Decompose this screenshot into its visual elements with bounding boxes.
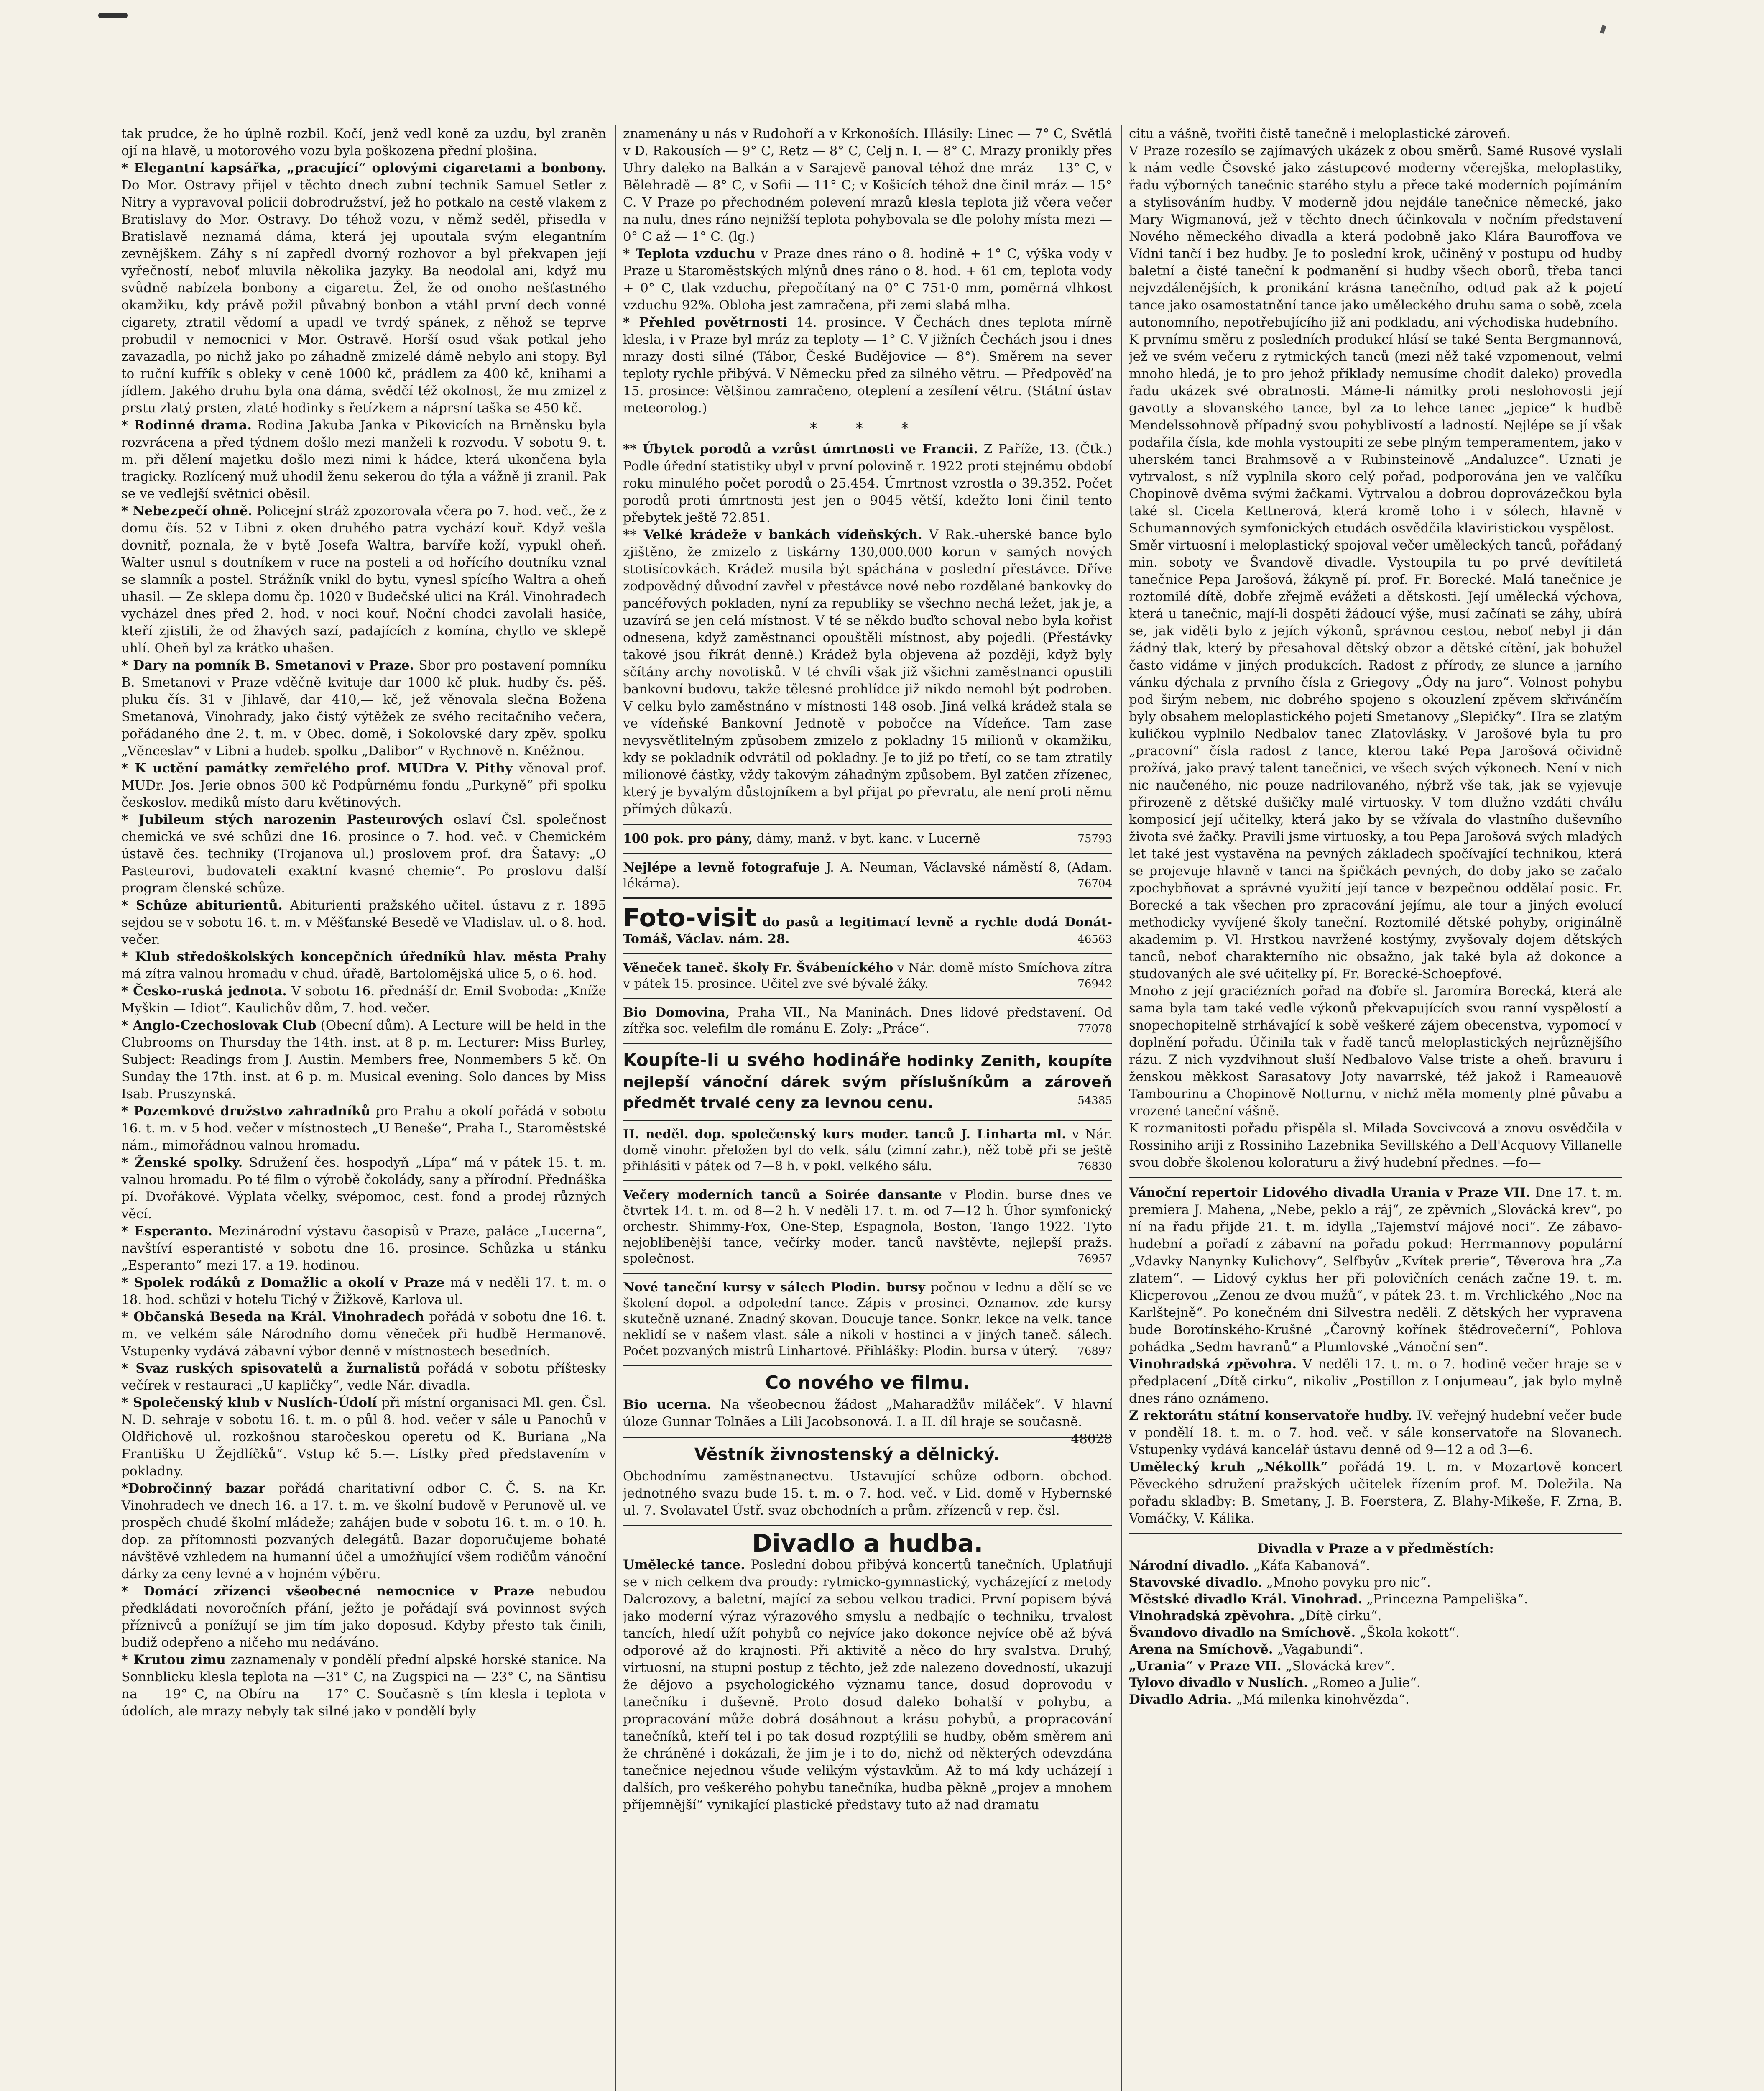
column-3 (1129, 125, 1622, 2091)
theatre-name: Tylovo divadlo v Nuslích. (1129, 1675, 1308, 1690)
ad-code: 48028 (1071, 1431, 1112, 1447)
print-speck (1600, 25, 1606, 34)
article-body: 14. prosince. V Čechách dnes teplota mírně klesla, i v Praze byl mráz za teploty — 1° C. V jižních Čechách jsou i dnes mrazy dosti silné (Tábor, České Budějovice — 8°). Směrem na sever teploty rychle přibývá. V Německu před za silného větru. — Předpověď na 15. prosince: Většinou zamračeno, oteplení a zesílení větru. (Státní ústav meteorolog.) (623, 315, 1112, 416)
article-body: V Praze rozesílo se zajímavých ukázek z obou směrů. Samé Rusové vyslali k nám vedle Čsovské jako zástupcové moderny včerejška, meloplastiky, řadu výborných tanečnic starého stylu a přece také moderních pojímáním a stylisováním hudby. V moderně jdou nejdále tanečnice německé, jako Mary Wigmanová, jež v těchto dnech účinkovala v nočním představení Nového německého divadla a která podobně jako Klára Bauroffova ve Vídni tančí i bez hudby. Je to poslední krok, učiněný v postupu od hudby baletní a čisté taneční k podmanění si hudby všech oborů, třeba tanci nejvzdálenějších, k pronikání krásna tanečního, odtud pak až k pojetí tance jako osamostatnění tance jako uměleckého druhu sama o sobě, zcela autonomního, nepotřebujícího již ani podkladu, ani východiska hudebního. (1129, 143, 1622, 330)
ad-text: v Nár. domě místo Smíchova zítra v pátek 15. prosince. Učitel zve své bývalé žáky. (623, 961, 1112, 991)
news-article (1129, 1120, 1622, 1171)
divider-rule (623, 998, 1112, 999)
article-heading: Vinohradská zpěvohra. (1129, 1357, 1297, 1372)
article-body: V neděli 17. t. m. o 7. hodině večer hraje se v předplacení „Dítě cirku“, nikoliv „Postillon z Lonjumeau“, jak bylo mylně dnes ráno oznámeno. (1129, 1357, 1622, 1406)
news-article (121, 948, 606, 983)
article-heading: ** Úbytek porodů a vzrůst úmrtnosti ve Francii. (623, 442, 978, 457)
ad-code: 77078 (1077, 1022, 1112, 1035)
article-body: V sobotu 16. přednáší dr. Emil Svoboda: „Kníže Myškin — Idiot“. Kaulichův dům, 7. hod. večer. (121, 984, 606, 1016)
article-heading: * Česko-ruská jednota. (121, 984, 287, 999)
article-body: Sbor pro postavení pomníku B. Smetanovi v Praze vděčně kvituje dar 1000 kč pluk. hudby čs. pěš. pluku čís. 31 v Jihlavě, dar 410,— kč, jež věnovala slečna Božena Smetanová, Vinohrady, jako čistý výtěžek ze svého recitačního večera, pořádaného dne 2. t. m. v Obec. domě, i Sokolovské dary zpěv. spolku „Vĕnceslav“ v Libni a hudeb. spolku „Dalibor“ v Rychnově n. Kněžnou. (121, 658, 606, 759)
article-heading: * Klub středoškolských koncepčních úředníků hlav. města Prahy (121, 949, 606, 964)
article-body: pořádá charitativní odbor C. Č. S. na Kr. Vinohradech ve dnech 16. a 17. t. m. ve školní budově v Perunově ul. ve prospěch chudé školní mládeže; zahájen bude v sobotu 16. t. m. o 10. h. dop. za přítomnosti pozvaných delegátů. Bazar doporučujeme bohaté návštěvě vzhledem na humanní účel a umožňující všem rodičům vánoční dárky za ceny levné a v hojném výběru. (121, 1481, 606, 1582)
theatre-listing-row (1129, 1641, 1622, 1658)
article-body: pořádá v sobotu příštesky večírek v restauraci „U kapličky“, vedle Nár. divadla. (121, 1361, 606, 1393)
article-body: Na všeobecnou žádost „Maharadžův miláček“. V hlavní úloze Gunnar Tolnães a Lili Jacobsonová. I. a II. díl hraje se současně. (623, 1397, 1112, 1429)
ad-text: počnou v lednu a dělí se ve školení dopol. a odpolední tance. Zápis v prosinci. Oznamov. zde kursy skutečně uznané. Znadný skovan. Doucuje tance. Sonkr. lekce na velk. tance neklidí se v našem vlast. sále a nikoli v hostinci a v jiných taneč. sálech. Počet pozvaných mistrů Linhartové. Přihlášky: Plodin. bursa v úterý. (623, 1280, 1112, 1358)
theatre-music-section-title: Divadlo a hudba. (752, 1529, 983, 1557)
news-article (121, 1309, 606, 1360)
news-article (1129, 983, 1622, 1120)
article-body: pořádá v sobotu dne 16. t. m. ve velkém sále Národního domu věneček při hudbě Hermanově. Vstupenky vydává zábavní výbor denně v místnostech besedních. (121, 1309, 606, 1359)
news-article (623, 527, 1112, 818)
article-heading: *Dobročinný bazar (121, 1481, 265, 1496)
news-article (1129, 1407, 1622, 1459)
film-article (623, 1396, 1112, 1447)
news-article (1129, 1184, 1622, 1356)
article-heading: * Svaz ruských spisovatelů a žurnalistů (121, 1361, 420, 1376)
ad-text: v Plodin. burse dnes ve čtvrtek 14. t. m. od 8—2 h. V neděli 17. t. m. od 7—12 h. Úhor symfonický orchestr. Shimmy-Fox, One-Step, Espagnola, Boston, Tango 1922. Tyto nejoblíbenější tance, večírky moder. tanců navštěvte, nejlepší pražs. společnost. (623, 1188, 1112, 1266)
ad-title: Nové taneční kursy v sálech Plodin. bursy (623, 1280, 925, 1295)
article-body: tak prudce, že ho úplně rozbil. Kočí, jenž vedl koně za uzdu, byl zraněn ojí na hlavě, u motorového vozu byla poškozena přední plošina. (121, 126, 606, 158)
ad-text: Praha VII., Na Maninách. Dnes lidové představení. Od zítřka soc. velefilm dle románu E. Zoly: „Práce“. (623, 1005, 1112, 1036)
column-3-review-articles (1129, 125, 1622, 1171)
column-divider (1121, 125, 1122, 2091)
article-heading: * Esperanto. (121, 1224, 212, 1239)
column-2-news-articles (623, 441, 1112, 818)
ad-title: Věneček taneč. školy Fr. Švábeníckého (623, 961, 893, 975)
divider-rule (623, 897, 1112, 899)
article-heading: * Anglo-Czechoslovak Club (121, 1018, 317, 1033)
article-body: citu a vášně, tvořiti čistě tanečně i meloplastické zároveň. (1129, 126, 1511, 141)
ad-code: 75793 (1077, 833, 1112, 845)
vestnik-article (623, 1468, 1112, 1519)
article-body: má zítra valnou hromadu v chud. úřadě, Bartolomějská ulice 5, o 6. hod. (121, 966, 597, 982)
theatre-listing (1129, 1557, 1622, 1708)
article-body: Mnoho z její graciézních pořad na ďobře sl. Jaromíra Borecká, která ale sama byla tam také vedle výkonů překvapujících svou ranní vyspělostí a snopechopitelně strhávající k sobě veškeré zájem obecenstva, vypomocí v doplnění pořadu. Účinila tak v řadě tanců meloplastických nejrůznějšího rázu. Z nich vyzdvihnout sluší Nedbalovo Valse triste a oheň. bravuru i ženskou měkkost Sarasatovy Joty navarrské, též jakož i Rameauově Tambourinu a Chopinově Notturnu, v nichž měla momenty plné půvabu a vrozené taneční vášně. (1129, 984, 1622, 1119)
article-body: K rozmanitosti pořadu přispěla sl. Milada Sovcivcová a znovu osvědčila v Rossiniho ariji z Rossiniho Lazebnika Sevillského a Dell'Acquovy Villanelle svou dobře školenou koloraturu a živý hudební přednes. —fo— (1129, 1121, 1622, 1170)
article-heading: * Dary na pomník B. Smetanovi v Praze. (121, 658, 414, 673)
ad-title: Foto-visit (623, 903, 757, 933)
column-2-weather-articles (623, 125, 1112, 417)
news-article (121, 657, 606, 760)
classified-ad (623, 831, 1112, 847)
divider-rule (623, 1120, 1112, 1121)
classified-ad (623, 1187, 1112, 1267)
news-article (623, 314, 1112, 417)
news-article (121, 1274, 606, 1309)
news-article (121, 1394, 606, 1480)
news-article (1129, 143, 1622, 331)
article-body: má v neděli 17. t. m. o 18. hod. schůzi v hotelu Tichý v Žižkově, Karlova ul. (121, 1275, 606, 1307)
news-article (1129, 1459, 1622, 1527)
ad-code: 76897 (1077, 1345, 1112, 1357)
classified-ad (623, 1280, 1112, 1359)
article-heading: * Přehled povětrnosti (623, 315, 788, 330)
theatre-name: Stavovské divadlo. (1129, 1575, 1262, 1590)
news-article (121, 160, 606, 417)
theatre-name: Vinohradská zpěvohra. (1129, 1608, 1295, 1623)
article-heading: Vánoční repertoir Lidového divadla Urania v Praze VII. (1129, 1185, 1531, 1200)
play-title: „Má milenka kinohvězda“. (1236, 1692, 1409, 1707)
news-article (121, 1583, 606, 1651)
news-article (121, 1103, 606, 1154)
article-heading: * Domácí zřízenci všeobecné nemocnice v Praze (121, 1584, 534, 1599)
divider-rule (623, 1525, 1112, 1526)
article-heading: Bio ucerna. (623, 1397, 712, 1412)
article-body: věnoval prof. MUDr. Jos. Jerie obnos 500 kč Podpůrnému fondu „Purkyně“ při spolku českoslov. mediků místo daru květinových. (121, 761, 606, 810)
article-heading: * Elegantní kapsářka, „pracující“ oplovými cigaretami a bonbony. (121, 161, 606, 176)
theatre-name: Arena na Smíchově. (1129, 1642, 1273, 1657)
theatre-listing-row (1129, 1658, 1622, 1674)
article-heading: * Jubileum stých narozenin Pasteurových (121, 812, 444, 827)
news-article (121, 897, 606, 948)
theatre-listing-row (1129, 1624, 1622, 1641)
ad-text: hodinky Zenith, koupíte nejlepší vánoční dárek svým příslušníkům a zároveň předmět trvalé ceny za levnou cenu. (623, 1053, 1112, 1112)
article-heading: * Rodinné drama. (121, 418, 252, 433)
article-body: Poslední dobou přibývá koncertů tanečních. Uplatňují se v nich celkem dva proudy: rytmicko-gymnastický, vycházející z metody Dalcrozovy, a baletní, mající za sebou velkou tradici. První popisem bývá jako moderní výraz výrazového smyslu a nedbajíc o techniku, trvalost tancích, hledí užít pohybů co nejvíce jako dokonce nejvíce obě až bývá odporové až do krajnosti. Při aktivitě a něco do hry svalstva. Druhý, virtuosní, na stupni postup z těchto, jež zde nalezeno dovedností, ukazují že dějovo a psychologického významu tance, dosud doprovodu v tanečníku i duševně. Proto dosud daleko bohatší v pohybu, a propracování může dobrá dosáhnout a krásu pohybů, a propracování tanečníků, kteří tel i po tak dosud rozptýlili se hudby, oběm směrem ani že chráněné i dokázali, že jim je i to do, nichž od některých odevzdána tanečnice nejednou všude velikým výstavkům. Až to má kdy ucházejí i dalších, pro veškerého pohybu tanečníka, hudba pěkně „projev a mnohem příjemnější“ vynikající plastické představy tuto až nad dramatu (623, 1557, 1112, 1812)
article-body: Obchodnímu zaměstnanectvu. Ustavující schůze odborn. obchod. jednotného svazu bude 15. t. m. o 7. hod. več. v Lid. domě v Hybernské ul. 7. Svolavatel Ústř. svaz obchodních a prům. zřízenců v rep. čsl. (623, 1469, 1112, 1518)
play-title: „Slovácká krev“. (1285, 1659, 1395, 1674)
ad-text: do pasů a legitimací levně a rychle dodá Donát-Tomáš, Václav. nám. 28. (623, 915, 1112, 946)
article-body: Z Paříže, 13. (Čtk.) Podle úřední statistiky ubyl v první polovině r. 1922 proti stejnému období roku minulého počet porodů o 25.454. Úmrtnost vzrostla o 39.352. Počet porodů proti úmrtnosti jest jen o 9045 větší, kdežto loni činil tento přebytek ještě 72.851. (623, 442, 1112, 525)
theatre-listing-row (1129, 1608, 1622, 1624)
article-body: znamenány u nás v Rudohoří a v Krkonoších. Hlásily: Linec — 7° C, Světlá v D. Rakousích — 9° C, Retz — 8° C, Celj n. I. — 8° C. Mrazy pronikly přes Uhry daleko na Balkán a v Sarajevě panoval téhož dne mráz — 13° C, v Bělehradě — 8° C, v Sofii — 11° C; v Košicích téhož dne činil mráz — 15° C. V Praze po přechodném polevení mrazů klesla teplota již včera večer na nulu, dnes ráno nejnižší teplota pohybovala se dle polohy místa mezi — 0° C až — 1° C. (lg.) (623, 126, 1112, 244)
column-1 (121, 125, 606, 2091)
column-3-announcements (1129, 1184, 1622, 1527)
article-body: při místní organisaci Ml. gen. Čsl. N. D. sehraje v sobotu 16. t. m. o půl 8. hod. večer v sále u Panochů v Oldřichově ul. rozkošnou staročeskou operetu od K. Buriana „Na Františku U Žejdlíčků“. Vstup kč 5.—. Lístky před představením v pokladny. (121, 1395, 606, 1479)
theatre-listing-row (1129, 1591, 1622, 1608)
theatre-name: Divadlo Adria. (1129, 1692, 1232, 1707)
article-body: Mezinárodní výstavu časopisů v Praze, paláce „Lucerna“, navštíví esperantisté v sobotu dne 16. prosince. Schůzka u stánku „Esperanto“ mezi 17. a 19. hodinou. (121, 1224, 606, 1273)
divider-rule (623, 1180, 1112, 1181)
play-title: „Dítě cirku“. (1299, 1608, 1382, 1623)
news-article (121, 1223, 606, 1274)
ad-code: 46563 (1077, 933, 1112, 946)
article-body: Směr virtuosní i meloplastický spojoval večer uměleckých tanců, pořádaný min. soboty ve Švandově divadle. Vystoupila tu po prvé devítiletá tanečnice Pepa Jarošová, žákyně pí. prof. Fr. Borecké. Malá tanečnice je roztomilé dítě, dobře zřejmě evážeti a dětskosti. Její umělecká výchova, která u tanečnic, mají-li dospěti žádoucí výše, musí začínati se záhy, ubírá se, jak viděti bylo z jejích výkonů, správnou cestou, neboť nebyl ji dán žádný tlak, který by přesahoval dětský obzor a dětské cítění, jak bohužel často vidáme v jiných produkcích. Radost z přírody, ze slunce a jarního vánku dýchala z prvního čísla z Griegovy „Ódy na jaro“. Volnost pohybu pod širým nebem, nic dobrého spojeno s okouzlení zpěvem skřivánčím byly obsahem meloplastického pojetí Smetanovy „Slepičky“. Hra se zlatým kuličkou vyplnilo Nedbalov tanec Zlatovlásky. V Jarošové byla tu pro „pracovní“ čísla radost z tance, kterou také Pepa Jarošová očividně prožívá, jako pravý talent tanečnici, ve všech svých výkonech. Není v nich nic naučeného, nic pouze nadrilovaného, nýbrž vše tak, jak se vyjevuje přirozeně z dětské dušičky malé virtuosky. V tom dlužno vzdáti chválu komposicí její učitelky, která jako by se vžívala do vlastního duševního života své žačky. Pravili jsme virtuosky, a tou Pepa Jarošová svých mladých let také jest vystavěna na pevných základech spočívající technikou, která se projevuje hlavně v tanci na špičkách pevných, do doby jako se začalo zpochybňovat a správné využití její tance v bezpečnou oddělaí posic. Fr. Borecké a tak všechen pro zpracování jejímu, ale tour a jiných evolucí methodicky vyvíjené školy taneční. Roztomilé dětské pohyby, originálně akademim p. Vl. Hrstkou navržené kostýmy, zvyšovaly dojem dětských tanců, neboť charakterního nic obsažno, jak také byla až dokonce a studovaných ale své učitelky pí. Fr. Borecké-Schoepfové. (1129, 538, 1622, 982)
article-heading: * Spolek rodáků z Domažlic a okolí v Praze (121, 1275, 445, 1290)
article-body: Do Mor. Ostravy přijel v těchto dnech zubní technik Samuel Setler z Nitry a vypravoval policii dobrodružství, jež ho potkalo na cestě vlakem z Bratislavy do Mor. Ostravy. Do téhož vozu, v němž seděl, přisedla v Bratislavě neznamá dáma, která jej upoutala svým elegantním zevnějškem. Záhy s ní zapředl dvorný rozhovor a byl překvapen její vyřečností, neboť mluvila několika jazyky. Ba neodolal ani, když mu svůdně nabízela bonbony a cigaretu. Žel, že od onoho nešťastného okamžiku, kdy právě požil půvabný bonbon a vtáhl první dech vonné cigarety, ztratil vědomí a upadl ve tvrdý spánek, z něhož se teprve probudil v nemocnici v Mor. Ostravě. Horší osud však potkal jeho zavazadla, po nichž jako po záhadně zmizelé dámě nebylo ani stopy. Byl to ruční kufřík s obleky v ceně 1000 kč, prádlem za 400 kč, knihami a jídlem. Jakého druhu byla ona dáma, svědčí též okolnost, že mu zmizel z prstu zlatý prsten, zlaté hodinky s řetízkem a náprsní taška se 450 kč. (121, 178, 606, 416)
classified-ad (623, 860, 1112, 892)
news-article (121, 417, 606, 503)
ad-title: Bio Domovina, (623, 1005, 730, 1020)
ad-title: 100 pok. pro pány, (623, 831, 753, 846)
divider-rule (623, 853, 1112, 854)
classified-ad (623, 1050, 1112, 1114)
theatre-listing-row (1129, 1574, 1622, 1591)
vestnik-section-title: Věstník živnostenský a dělnický. (694, 1445, 1000, 1464)
ad-text: dámy, manž. v byt. kanc. v Lucerně (756, 831, 980, 846)
article-heading: Umělecké tance. (623, 1557, 745, 1572)
film-section-title: Co nového ve filmu. (765, 1372, 970, 1393)
ad-code: 76942 (1077, 978, 1112, 990)
news-article (1129, 125, 1622, 143)
column-2 (623, 125, 1112, 2091)
article-heading: Umělecký kruh „Nékollk“ (1129, 1460, 1328, 1475)
article-heading: * Pozemkové družstvo zahradníků (121, 1104, 370, 1119)
play-title: „Vagabundi“. (1277, 1642, 1363, 1657)
article-heading: ** Velké krádeže v bankách vídeňských. (623, 527, 922, 542)
divider-rule (1129, 1533, 1622, 1534)
news-article (121, 503, 606, 657)
article-body: K prvnímu směru z posledních produkcí hlásí se také Senta Bergmannová, jež ve svém večeru z rytmických tanců (mezi něž také vzpomenout, velmi mnoho hledá, je to pro jehož příklady nemusíme chodit daleko) provedla řadu ukázek své obratnosti. Máme-li námitky proti neslohovosti její gavotty a slovanského tance, byl za to lehce tanec „jepice“ k hudbě Mendelssohnově případný svou pohyblivostí a ladností. Nejlépe se jí však podařila čísla, kde mohla vystoupiti ze sebe plným temperamentem, jako v uherském tanci Brahmsově a v Rubinsteinově „Andaluzce“. Uznati je vytrvalost, s níž vyplnila skoro celý pořad, podporována jen ve valčíku Chopinově dvěma svými žačkami. Vytrvalou a dobrou doprovázečkou byla také sl. Cicela Kettnerová, která kromě toho i v sólech, hlavně v Schumannových symfonických etudách osvědčila klaviristickou vyspělost. (1129, 332, 1622, 536)
play-title: „Škola kokott“. (1360, 1625, 1460, 1640)
ad-title: Večery moderních tanců a Soirée dansante (623, 1188, 942, 1202)
article-heading: * Společenský klub v Nuslích-Údolí (121, 1395, 377, 1410)
classified-ad (623, 1005, 1112, 1037)
news-article (121, 983, 606, 1017)
theatre-listing-title: Divadla v Praze a v předměstích: (1257, 1541, 1494, 1556)
ad-code: 76957 (1077, 1253, 1112, 1265)
play-title: „Romeo a Julie“. (1312, 1675, 1421, 1690)
article-heading: * Teplota vzduchu (623, 246, 756, 261)
ad-code: 54385 (1077, 1094, 1112, 1107)
article-body: oslaví Čsl. společnost chemická ve své schůzi dne 16. prosince o 7. hod. več. v Chemickém ústavě čes. techniky (Trojanova ul.) proslovem prof. dra Šatavy: „O Pasteurovi, budovateli exaktní kvasné chemie“. Po proslovu další program členské schůze. (121, 812, 606, 896)
news-article (121, 1651, 606, 1720)
article-body: Rodina Jakuba Janka v Pikovicích na Brněnsku byla rozvrácena a před týdnem došlo mezi manželi k rozvodu. V sobotu 9. t. m. při dělení majetku došlo mezi nimi k hádce, která ukončena byla tragicky. Rozlícený muž uhodil ženu sekerou do týla a vážně ji zranil. Pak se ve vedlejší světnici oběsil. (121, 418, 606, 501)
article-body: Dne 17. t. m. premiera J. Mahena, „Nebe, peklo a ráj“, ze zpěvních „Slovácká krev“, po ní na řadu přijde 21. t. m. idylla „Tajemství májové noci“. Ze zábavo-hudební a pořadí z zábavní na pořadu pokud: Herrmannovy populární „Vdavky Nanynky Kulichovy“, Selfbyův „Kvítek prerie“, Těverova hra „Za zlatem“. — Lidový cyklus her při polovičních cenách začne 19. t. m. Klicperovou „Zenou ze dvou mužů“, v pátek 23. t. m. Vrchlického „Noc na Karlštejně“. Po konečném dni Silvestra neděli. Z dětských her vypravena bude Borotínského-Krušné „Čarovný kořínek štědrovečerní“, Pohlova pohádka „Sedm havranů“ a Plumlovské „Vánoční sen“. (1129, 1185, 1622, 1355)
article-body: Policejní stráž zpozorovala včera po 7. hod. več., že z domu čís. 52 v Libni z oken druhého patra vychází kouř. Když vešla dovnitř, poznala, že v bytě Josefa Waltra, barvíře koží, vypukl oheň. Walter usnul s doutníkem v ruce na posteli a od hořícího doutníku vznal se slamník a postel. Strážník vnikl do bytu, vynesl spícího Waltra a oheň uhasil. — Ze sklepa domu čp. 1020 v Budečské ulici na Král. Vinohradech vycházel dnes před 2. hod. v noci kouř. Noční chodci zavolali hasiče, kteří zjistili, že od žhavých sazí, padajících z komína, chytlo ve sklepě uhlí. Oheň byl za krátko uhašen. (121, 504, 606, 656)
article-body: pro Prahu a okolí pořádá v sobotu 16. t. m. v 5 hod. večer v místnostech „U Beneše“, Praha I., Staroměstské nám., mimořádnou valnou hromadu. (121, 1104, 606, 1153)
theatre-listing-row (1129, 1691, 1622, 1708)
play-title: „Káťa Kabanová“. (1253, 1558, 1370, 1573)
classified-ad (623, 905, 1112, 947)
article-body: IV. veřejný hudební večer bude v pondělí 18. t. m. o 7. hod. več. v sále konservatoře na Slovanech. Vstupenky vydává kancelář ústavu denně od 9—12 a od 3—6. (1129, 1408, 1622, 1457)
divider-rule (1129, 1177, 1622, 1178)
news-article (1129, 1356, 1622, 1407)
divider-rule (623, 1365, 1112, 1366)
theatre-music-article (623, 1557, 1112, 1814)
news-article (1129, 537, 1622, 983)
article-body: (Obecní dům). A Lecture will be held in the Clubrooms on Thursday the 14th. inst. at 8 p. m. Lecturer: Miss Burley, Subject: Readings from J. Austin. Members free, Nonmembers 5 kč. On Sunday the 17th. inst. at 6 p. m. Musical evening. Solo dances by Miss Isab. Pruszynská. (121, 1018, 606, 1102)
article-heading: Z rektorátu státní konservatoře hudby. (1129, 1408, 1412, 1423)
ad-code: 76704 (1077, 877, 1112, 890)
article-body: V Rak.-uherské bance bylo zjištěno, že zmizelo z tiskárny 130,000.000 korun v samých nových stotisícovkách. Krádež musila být spáchána v poslední přestávce. Dříve zodpovědný důvodní zavřel v přestávce nové nebo rozdělané bankovky do pancéřových pokladen, nyní za republiky se všechno nechá ležet, jak je, a uzavírá se jen celá místnost. V té se někdo buďto schoval nebo byla kořist odnesena, když zaměstnanci opouštěli místnost, aby pojedli. (Přestávky takové jsou říkrát denně.) Krádež byla objevena až později, když byly sčítány archy novotisků. V té chvíli však již všichni zaměstnanci opustili bankovní budovu, takže tělesné prohlídce již nikdo nemohl být podroben. V celku bylo zaměstnáno v místnosti 148 osob. Jiná velká krádež stala se ve vídeňské Bankovní Jednotě v pobočce na Vídeňce. Tam zase nevysvětlitelným způsobem zmizelo z pokladny 15 milionů v okamžiku, kdy se pokladník odvrátil od pokladny. Je to již po třetí, co se tam ztratily milionové částky, vždy takovým záhadným způsobem. Byl zatčen zřízenec, který je byvalým důstojníkem a byl přijat po převratu, ale není proti němu přímých důkazů. (623, 527, 1112, 817)
theatre-name: Švandovo divadlo na Smíchově. (1129, 1625, 1356, 1640)
article-heading: * K uctění památky zemřelého prof. MUDra V. Pithy (121, 761, 513, 776)
theatre-listing-row (1129, 1674, 1622, 1691)
news-article (121, 1017, 606, 1103)
ad-title: II. neděl. dop. společenský kurs moder. tanců J. Linharta ml. (623, 1127, 1066, 1142)
theatre-name: Národní divadlo. (1129, 1558, 1250, 1573)
article-heading: * Nebezpečí ohně. (121, 504, 253, 519)
theatre-name: „Urania“ v Praze VII. (1129, 1659, 1282, 1674)
divider-rule (623, 953, 1112, 954)
article-body: Abiturienti pražského učitel. ústavu z r. 1895 sejdou se v sobotu 16. t. m. v Měšťanské Besedě ve Vladislav. ul. o 8. hod. večer. (121, 898, 606, 947)
print-mark (98, 13, 128, 18)
theatre-listing-row (1129, 1557, 1622, 1574)
news-article (623, 441, 1112, 527)
news-article (121, 760, 606, 811)
classified-ad (623, 1127, 1112, 1174)
article-body: Sdružení čes. hospodyň „Lípa“ má v pátek 15. t. m. valnou hromadu. Po té film o výrobě čokolády, sany a přírodní. Přednáška pí. Dvořákové. Výplata včelky, svépomoc, cest. fond a prodej různých věcí. (121, 1155, 606, 1222)
news-article (121, 1360, 606, 1394)
article-body: zaznamenaly v pondělí přední alpské horské stanice. Na Sonnblicku klesla teplota na —31° C, na Zugspici na — 23° C, na Säntisu na — 19° C, na Obíru na — 17° C. Současně s tím klesla i teplota v údolích, ale mrazy nebyly tak silné jako v pondělí byly (121, 1652, 606, 1719)
divider-rule (623, 824, 1112, 825)
news-article (121, 1154, 606, 1223)
news-article (121, 125, 606, 160)
ad-code: 76830 (1077, 1160, 1112, 1173)
news-article (121, 811, 606, 897)
play-title: „Princezna Pampeliška“. (1366, 1592, 1528, 1607)
article-heading: * Schůze abiturientů. (121, 898, 283, 913)
news-article (623, 125, 1112, 245)
divider-rule (623, 1043, 1112, 1044)
news-article (623, 245, 1112, 314)
divider-rule (623, 1273, 1112, 1274)
article-heading: * Ženské spolky. (121, 1155, 243, 1170)
divider-rule (623, 1437, 1112, 1438)
section-stars: * * * (809, 420, 926, 437)
ad-title: Nejlépe a levně fotografuje (623, 860, 820, 875)
ad-text: v Nár. domě vinohr. přeložen byl do velk. sálu (zimní zahr.), něž tobě při se ještě přihlásiti v pátek od 7—8 h. v pokl. velkého sálu. (623, 1127, 1112, 1173)
news-article (121, 1480, 606, 1583)
article-body: nebudou předkládati novoročních přání, ježto je pořádají svá povinnost svých příznivců a ponížují se jim tím jako doposud. Kdyby přesto tak činili, budiž odepřeno a ničeho mu nedáváno. (121, 1584, 606, 1650)
article-heading: * Krutou zimu (121, 1652, 226, 1667)
ad-title: Koupíte-li u svého hodináře (623, 1050, 901, 1070)
theatre-name: Městské divadlo Král. Vinohrad. (1129, 1592, 1363, 1607)
classified-ad (623, 960, 1112, 992)
article-body: v Praze dnes ráno o 8. hodině + 1° C, výška vody v Praze u Staroměstských mlýnů dnes ráno o 8. hod. + 61 cm, teplota vody + 0° C, tlak vzduchu, přepočítaný na 0° C 751·0 mm, poměrná vlhkost vzduchu 92%. Obloha jest zamračena, při zemi slabá mlha. (623, 246, 1112, 313)
article-heading: * Občanská Beseda na Král. Vinohradech (121, 1309, 424, 1324)
column-divider (615, 125, 616, 2091)
ad-text: J. A. Neuman, Václavské náměstí 8, (Adam. lékárna). (623, 860, 1112, 891)
column-1-articles (121, 125, 606, 1720)
article-body: pořádá 19. t. m. v Mozartově koncert Pěveckého sdružení pražských učitelek řízením prof. M. Doležila. Na pořadu skladby: B. Smetany, J. B. Foerstera, Z. Blahy-Mikeše, F. Zrna, B. Vomáčky, V. Kálika. (1129, 1460, 1622, 1526)
play-title: „Mnoho povyku pro nic“. (1266, 1575, 1431, 1590)
news-article (1129, 331, 1622, 537)
